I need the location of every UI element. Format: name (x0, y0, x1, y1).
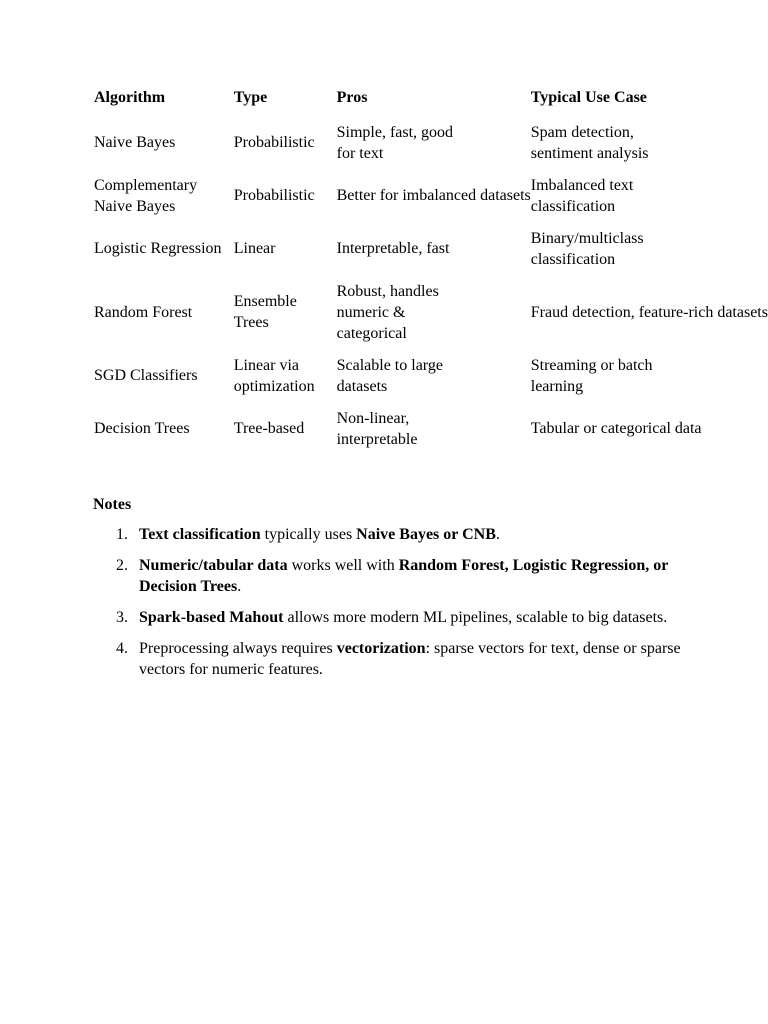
cell-use-case: Streaming or batch learning (530, 356, 653, 395)
note-text: typically uses (260, 526, 357, 543)
note-text: works well with (287, 557, 399, 574)
cell-algorithm: SGD Classifiers (94, 367, 198, 384)
cell-pros: Simple, fast, good for text (336, 123, 454, 162)
table-row (94, 169, 768, 222)
cell-algorithm: Complementary Naive Bayes (94, 176, 198, 215)
cell-pros: Robust, handles numeric & categorical (336, 282, 439, 342)
cell-algorithm: Logistic Regression (94, 240, 222, 257)
list-item-number: 4. (116, 640, 128, 657)
cell-algorithm: Random Forest (94, 303, 193, 321)
note-bold-text: Naive Bayes or CNB (356, 526, 496, 543)
header-pros: Pros (336, 89, 368, 106)
cell-use-case: Binary/multiclass classification (530, 229, 644, 268)
table-row (94, 275, 768, 349)
cell-pros: Scalable to large datasets (336, 356, 443, 395)
note-text: . (237, 578, 242, 595)
note-text: allows more modern ML pipelines, scalable to big datasets. (283, 609, 668, 626)
cell-type: Linear via optimization (233, 356, 315, 395)
table-header-row (94, 84, 768, 116)
header-algorithm: Algorithm (94, 89, 166, 106)
cell-type: Tree-based (233, 420, 305, 437)
table-row (94, 222, 768, 275)
cell-use-case: Imbalanced text classification (530, 176, 634, 215)
note-bold-text: Random Forest, Logistic Regression, or Decision Trees (139, 557, 669, 595)
notes-heading: Notes (93, 496, 132, 513)
note-text: . (495, 526, 500, 543)
list-item (116, 607, 683, 628)
cell-type: Ensemble Trees (233, 293, 297, 331)
cell-pros: Non-linear, interpretable (336, 409, 418, 448)
list-item-number: 2. (116, 557, 128, 574)
list-item (116, 638, 683, 680)
note-bold-text: vectorization (336, 640, 426, 657)
cell-use-case: Fraud detection, feature-rich datasets (530, 303, 768, 321)
note-text: Preprocessing always requires (139, 640, 337, 657)
cell-use-case: Tabular or categorical data (530, 420, 702, 437)
cell-algorithm: Naive Bayes (94, 134, 176, 151)
cell-type: Probabilistic (233, 134, 315, 151)
cell-pros: Better for imbalanced datasets (336, 187, 531, 204)
list-item (116, 524, 683, 545)
algorithm-comparison-table (94, 84, 768, 455)
note-bold-text: Text classification (139, 526, 261, 543)
list-item-number: 1. (116, 526, 128, 543)
cell-type: Probabilistic (233, 187, 315, 204)
header-use-case: Typical Use Case (530, 89, 647, 106)
cell-type: Linear (233, 240, 276, 257)
table-row (94, 116, 768, 169)
cell-pros: Interpretable, fast (336, 240, 450, 257)
table-row (94, 402, 768, 455)
note-bold-text: Spark-based Mahout (139, 609, 284, 626)
cell-algorithm: Decision Trees (94, 420, 190, 437)
note-bold-text: Numeric/tabular data (139, 557, 288, 574)
table-row (94, 349, 768, 402)
list-item-number: 3. (116, 609, 128, 626)
note-text: : sparse vectors for text, dense or sparse vectors for numeric features. (139, 640, 681, 678)
header-type: Type (233, 89, 268, 106)
list-item (116, 555, 683, 597)
cell-use-case: Spam detection, sentiment analysis (530, 123, 649, 162)
notes-list (93, 524, 683, 690)
